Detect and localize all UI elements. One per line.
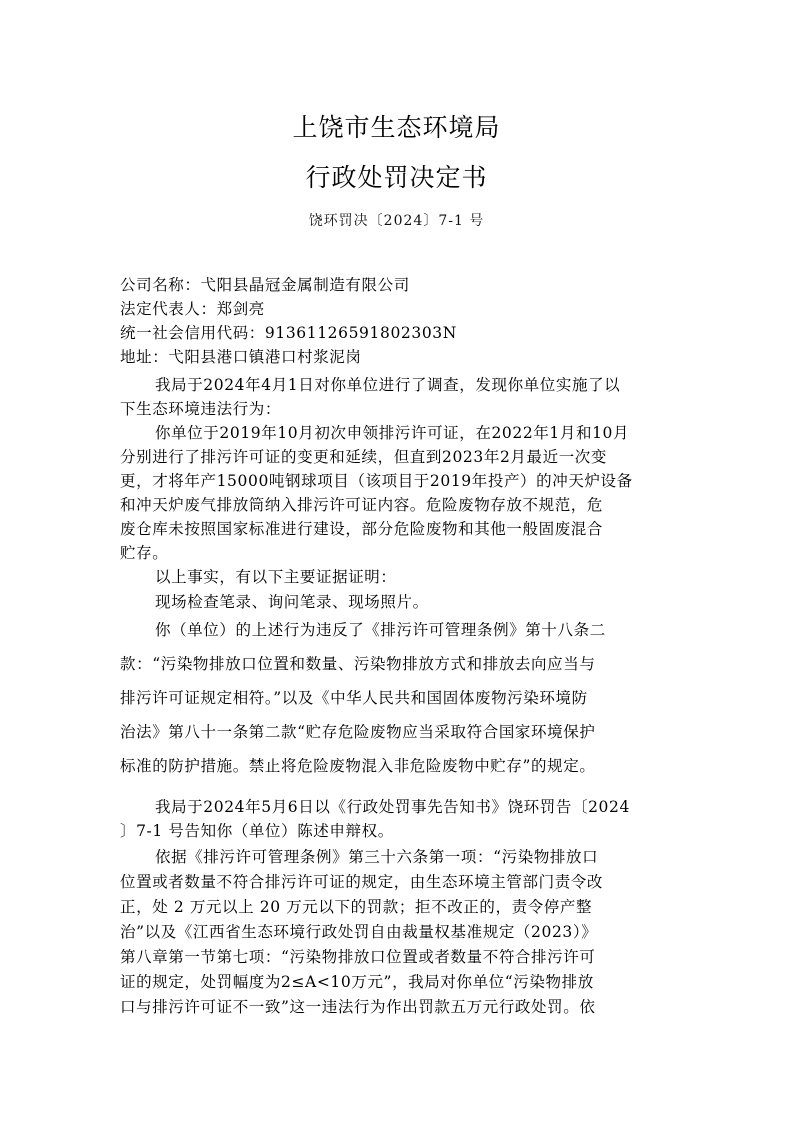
company-name-line: 公司名称：弋阳县晶冠金属制造有限公司	[120, 276, 410, 294]
body-text-line: 证的规定，处罚幅度为2≤A<10万元”，我局对你单位“污染物排放	[120, 973, 594, 991]
body-text-line: 下生态环境违法行为：	[120, 400, 282, 418]
body-text-line: 我局于2024年5月6日以《行政处罚事先告知书》饶环罚告〔2024	[155, 798, 630, 816]
agency-title: 上饶市生态环境局	[292, 113, 501, 142]
body-text-line: 以上事实，有以下主要证据证明：	[155, 568, 397, 586]
body-text-line: 依据《排污许可管理条例》第三十六条第一项：“污染物排放口	[155, 848, 599, 866]
body-text-line: 标准的防护措施。禁止将危险废物混入非危险废物中贮存”的规定。	[120, 757, 596, 775]
body-text-line: 款：“污染物排放口位置和数量、污染物排放方式和排放去向应当与	[120, 655, 596, 673]
body-text-line: 你单位于2019年10月初次申领排污许可证，在2022年1月和10月	[155, 424, 630, 442]
document-number: 饶环罚决〔2024〕7-1 号	[308, 213, 485, 229]
body-text-line: 排污许可证规定相符。”以及《中华人民共和国固体废物污染环境防	[120, 689, 588, 707]
address-line: 地址：弋阳县港口镇港口村浆泥岗	[120, 348, 362, 366]
body-text-line: 第八章第一节第七项：“污染物排放口位置或者数量不符合排污许可	[120, 948, 596, 966]
body-text-line: 更，才将年产15000吨钢球项目（该项目于2019年投产）的冲天炉设备	[120, 472, 633, 490]
legal-representative-line: 法定代表人：郑剑亮	[120, 300, 265, 318]
body-text-line: 位置或者数量不符合排污许可证的规定，由生态环境主管部门责令改	[120, 873, 604, 891]
body-text-line: 治”以及《江西省生态环境行政处罚自由裁量权基准规定（2023）》	[120, 923, 598, 941]
credit-code-line: 统一社会信用代码：91361126591802303N	[120, 324, 457, 342]
body-text-line: 治法》第八十一条第二款“贮存危险废物应当采取符合国家环境保护	[120, 723, 596, 741]
body-text-line: 我局于2024年4月1日对你单位进行了调查，发现你单位实施了以	[155, 376, 621, 394]
body-text-line: 现场检查笔录、询问笔录、现场照片。	[155, 593, 429, 611]
body-text-line: 废仓库未按照国家标准进行建设，部分危险废物和其他一般固废混合	[120, 520, 604, 538]
body-text-line: 正，处 2 万元以上 20 万元以下的罚款；拒不改正的，责令停产整	[120, 898, 593, 916]
document-title: 行政处罚决定书	[305, 163, 488, 192]
body-text-line: 〕7-1 号告知你（单位）陈述申辩权。	[120, 822, 394, 840]
body-text-line: 和冲天炉废气排放筒纳入排污许可证内容。危险废物存放不规范，危	[120, 496, 604, 514]
body-text-line: 你（单位）的上述行为违反了《排污许可管理条例》第十八条二	[155, 621, 606, 639]
body-text-line: 口与排污许可证不一致”这一违法行为作出罚款五万元行政处罚。依	[120, 998, 596, 1016]
body-text-line: 贮存。	[120, 544, 169, 562]
body-text-line: 分别进行了排污许可证的变更和延续，但直到2023年2月最近一次变	[120, 448, 608, 466]
